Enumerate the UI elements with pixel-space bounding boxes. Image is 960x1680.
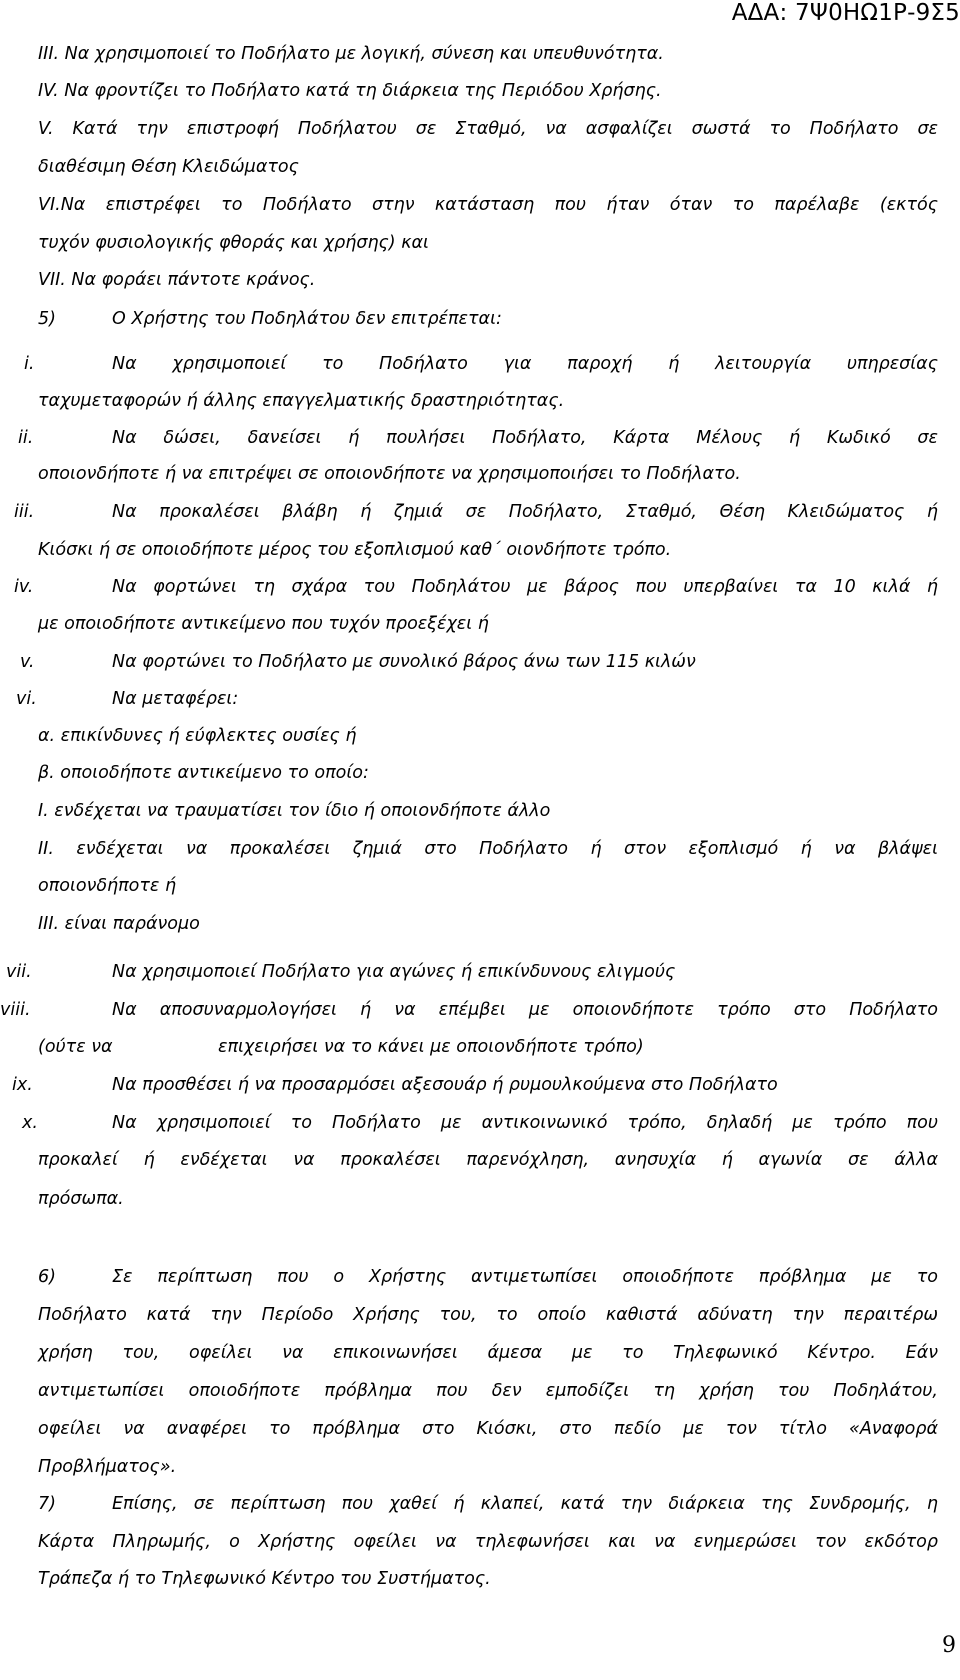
text-line: ΙΙΙ. είναι παράνομο xyxy=(38,914,200,934)
list-marker: iv. xyxy=(14,577,34,597)
text-line: Να χρησιμοποιεί Ποδήλατο για αγώνες ή επικίνδυνους ελιγμούς xyxy=(112,962,676,982)
text-line: Ποδήλατο κατά την Περίοδο Χρήσης του, το οποίο καθιστά αδύνατη την περαιτέρω xyxy=(38,1305,938,1325)
text-line: αντιμετωπίσει οποιοδήποτε πρόβλημα που δεν εμποδίζει τη χρήση του Ποδηλάτου, xyxy=(38,1381,938,1401)
list-marker: viii. xyxy=(0,1000,31,1020)
text-line: Κιόσκι ή σε οποιοδήποτε μέρος του εξοπλισμού καθ΄ οιονδήποτε τρόπο. xyxy=(38,540,672,560)
page-number: 9 xyxy=(942,1633,956,1658)
text-line: Να δώσει, δανείσει ή πουλήσει Ποδήλατο, Κάρτα Μέλους ή Κωδικό σε xyxy=(112,428,938,448)
list-marker: x. xyxy=(22,1113,38,1133)
ada-code: ΑΔΑ: 7Ψ0ΗΩ1Ρ-9Σ5 xyxy=(731,0,960,26)
text-line: οφείλει να αναφέρει το πρόβλημα στο Κιόσκι, στο πεδίο με τον τίτλο «Αναφορά xyxy=(38,1419,938,1439)
list-marker: 7) xyxy=(38,1494,56,1514)
text-line: Να μεταφέρει: xyxy=(112,689,239,709)
text-line: με οποιοδήποτε αντικείμενο που τυχόν προεξέχει ή xyxy=(38,614,489,634)
text-line: Ι. ενδέχεται να τραυματίσει τον ίδιο ή οποιονδήποτε άλλο xyxy=(38,801,551,821)
list-marker: vii. xyxy=(6,962,32,982)
text-line: οποιονδήποτε ή xyxy=(38,876,177,896)
text-line: πρόσωπα. xyxy=(38,1189,124,1209)
text-line: επιχειρήσει να το κάνει με οποιονδήποτε τρόπο) xyxy=(218,1037,644,1057)
text-line: Να χρησιμοποιεί το Ποδήλατο για παροχή ή λειτουργία υπηρεσίας xyxy=(112,354,938,374)
text-line: ΙΙ. ενδέχεται να προκαλέσει ζημιά στο Ποδήλατο ή στον εξοπλισμό ή να βλάψει xyxy=(38,839,938,859)
text-line: Να αποσυναρμολογήσει ή να επέμβει με οποιονδήποτε τρόπο στο Ποδήλατο xyxy=(112,1000,938,1020)
list-marker: i. xyxy=(24,354,35,374)
text-line: IV. Να φροντίζει το Ποδήλατο κατά τη διάρκεια της Περιόδου Χρήσης. xyxy=(38,81,662,101)
text-line: VI.Να επιστρέφει το Ποδήλατο στην κατάσταση που ήταν όταν το παρέλαβε (εκτός xyxy=(38,195,938,215)
text-line: Να φορτώνει το Ποδήλατο με συνολικό βάρος άνω των 115 κιλών xyxy=(112,652,696,672)
text-line: προκαλεί ή ενδέχεται να προκαλέσει παρενόχληση, ανησυχία ή αγωνία σε άλλα xyxy=(38,1150,938,1170)
list-marker: ii. xyxy=(18,428,34,448)
text-line: Να προσθέσει ή να προσαρμόσει αξεσουάρ ή ρυμουλκούμενα στο Ποδήλατο xyxy=(112,1075,778,1095)
text-line: χρήση του, οφείλει να επικοινωνήσει άμεσα με το Τηλεφωνικό Κέντρο. Εάν xyxy=(38,1343,938,1363)
list-marker: 5) xyxy=(38,309,56,329)
text-line: Να χρησιμοποιεί το Ποδήλατο με αντικοινωνικό τρόπο, δηλαδή με τρόπο που xyxy=(112,1113,938,1133)
text-line: διαθέσιμη Θέση Κλειδώματος xyxy=(38,157,299,177)
text-line: τυχόν φυσιολογικής φθοράς και χρήσης) και xyxy=(38,233,429,253)
text-line: Σε περίπτωση που ο Χρήστης αντιμετωπίσει οποιοδήποτε πρόβλημα με το xyxy=(112,1267,938,1287)
list-marker: v. xyxy=(20,652,35,672)
text-line: Προβλήματος». xyxy=(38,1457,177,1477)
text-line: VII. Να φοράει πάντοτε κράνος. xyxy=(38,270,316,290)
text-line: β. οποιοδήποτε αντικείμενο το οποίο: xyxy=(38,763,369,783)
text-line: Κάρτα Πληρωμής, ο Χρήστης οφείλει να τηλεφωνήσει και να ενημερώσει τον εκδότορ xyxy=(38,1532,938,1552)
text-line: Ο Χρήστης του Ποδηλάτου δεν επιτρέπεται: xyxy=(112,309,502,329)
text-line: οποιονδήποτε ή να επιτρέψει σε οποιονδήποτε να χρησιμοποιήσει το Ποδήλατο. xyxy=(38,464,741,484)
text-line: Να φορτώνει τη σχάρα του Ποδηλάτου με βάρος που υπερβαίνει τα 10 κιλά ή xyxy=(112,577,938,597)
list-marker: ix. xyxy=(12,1075,33,1095)
text-line: V. Κατά την επιστροφή Ποδήλατου σε Σταθμό, να ασφαλίζει σωστά το Ποδήλατο σε xyxy=(38,119,938,139)
text-line: ταχυμεταφορών ή άλλης επαγγελματικής δραστηριότητας. xyxy=(38,391,565,411)
text-line: III. Να χρησιμοποιεί το Ποδήλατο με λογική, σύνεση και υπευθυνότητα. xyxy=(38,44,664,64)
text-line: α. επικίνδυνες ή εύφλεκτες ουσίες ή xyxy=(38,726,357,746)
list-marker: vi. xyxy=(16,689,37,709)
text-line: Τράπεζα ή το Τηλεφωνικό Κέντρο του Συστήματος. xyxy=(38,1569,491,1589)
text-line: Επίσης, σε περίπτωση που χαθεί ή κλαπεί, κατά την διάρκεια της Συνδρομής, η xyxy=(112,1494,938,1514)
list-marker: 6) xyxy=(38,1267,56,1287)
list-marker: iii. xyxy=(14,502,35,522)
text-line: (ούτε να xyxy=(38,1037,113,1057)
text-line: Να προκαλέσει βλάβη ή ζημιά σε Ποδήλατο, Σταθμό, Θέση Κλειδώματος ή xyxy=(112,502,938,522)
